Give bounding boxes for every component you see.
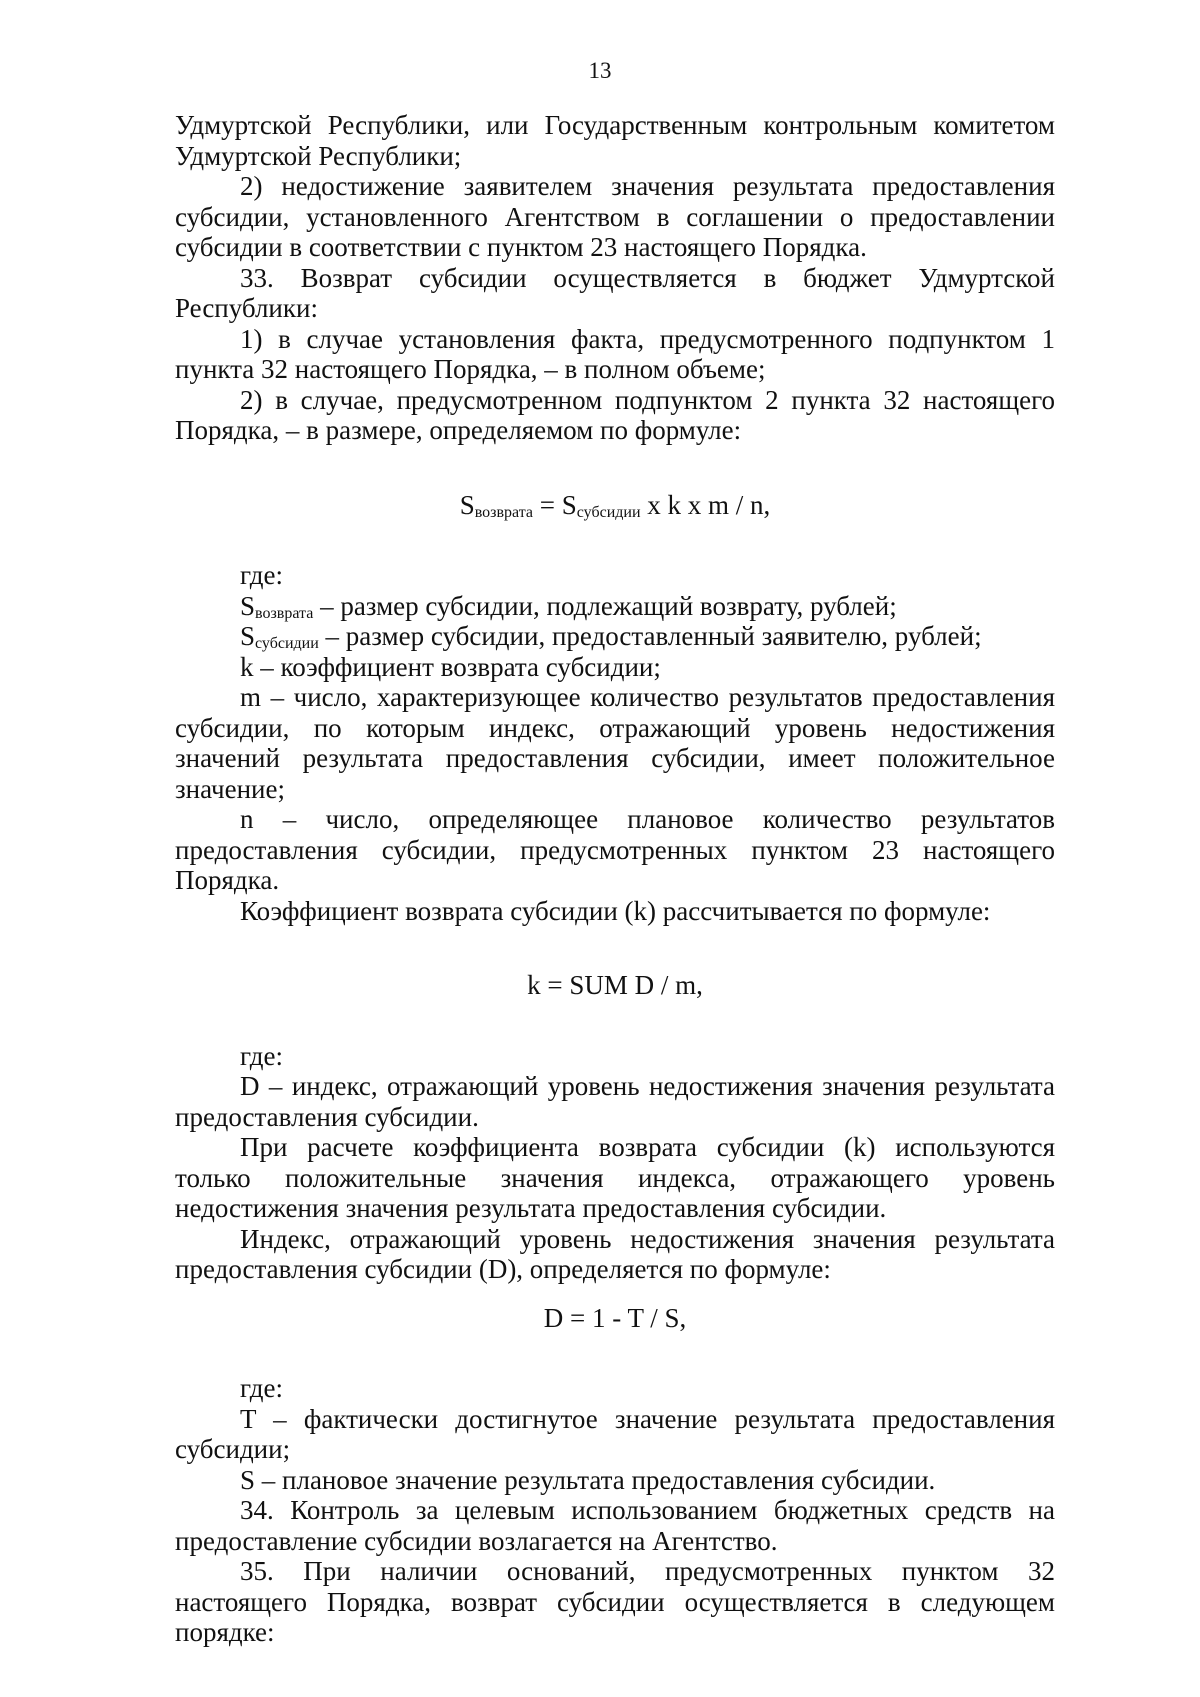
paragraph: 1) в случае установления факта, предусмотренного подпунктом 1 пункта 32 настоящего Порядка, – в полном объеме; [175,323,1055,384]
definition: T – фактически достигнутое значение результата предоставления субсидии; [175,1403,1055,1464]
definition: S – плановое значение результата предоставления субсидии. [240,1464,936,1495]
definition [175,591,1055,622]
paragraph: Удмуртской Республики, или Государственным контрольным комитетом Удмуртской Республики; [175,110,1055,171]
formula-index: D = 1 - T / S, [543,1302,687,1333]
paragraph: 2) недостижение заявителем значения результата предоставления субсидии, установленного Агентством в соглашении о предоставлении субсидии в соответствии с пунктом 23 настоящего Порядка. [175,171,1055,262]
definition-text: – размер субсидии, предоставленный заявителю, рублей; [318,621,982,651]
definition-term: S [240,621,256,651]
definition-term: S [240,590,256,621]
definition [175,621,1055,652]
paragraph: 2) в случае, предусмотренном подпунктом 2 пункта 32 настоящего Порядка, – в размере, определяемом по формуле: [175,384,1055,445]
formula-refund [175,490,1055,521]
paragraph: Индекс, отражающий уровень недостижения значения результата предоставления субсидии (D), определяется по формуле: [175,1223,1055,1284]
paragraph: 34. Контроль за целевым использованием бюджетных средств на предоставление субсидии возлагается на Агентство. [175,1495,1055,1556]
formula-term: S [459,489,475,520]
paragraph: 33. Возврат субсидии осуществляется в бюджет Удмуртской Республики: [175,262,1055,323]
definition: k – коэффициент возврата субсидии; [240,651,661,682]
formula-subscript: возврата [474,503,534,521]
formula-coefficient: k = SUM D / m, [527,970,703,1000]
definition-subscript: субсидии [255,635,319,652]
formula-subscript: субсидии [576,503,641,521]
definition-subscript: возврата [255,604,314,622]
definition-text: – размер субсидии, подлежащий возврату, рублей; [313,590,897,621]
definition: m – число, характеризующее количество результатов предоставления субсидии, по которым индекс, отражающий уровень недостижения значений результата предоставления субсидии, имеет положительное значение; [175,682,1055,804]
where-label: где: [240,1373,283,1403]
paragraph: Коэффициент возврата субсидии (k) рассчитывается по формуле: [240,895,991,926]
where-label: где: [240,1040,283,1071]
paragraph: При расчете коэффициента возврата субсидии (k) используются только положительные значения индекса, отражающего уровень недостижения значения результата предоставления субсидии. [175,1132,1055,1223]
document-body [175,110,1055,1648]
paragraph: 35. При наличии оснований, предусмотренных пунктом 32 настоящего Порядка, возврат субсидии осуществляется в следующем порядке: [175,1556,1055,1647]
formula-term: = S [533,489,577,520]
definition: D – индекс, отражающий уровень недостижения значения результата предоставления субсидии. [175,1071,1055,1132]
definition: n – число, определяющее плановое количество результатов предоставления субсидии, предусмотренных пунктом 23 настоящего Порядка. [175,804,1055,895]
page-number: 13 [588,58,612,83]
where-label: где: [240,560,283,590]
formula-term: x k x m / n, [640,489,771,520]
